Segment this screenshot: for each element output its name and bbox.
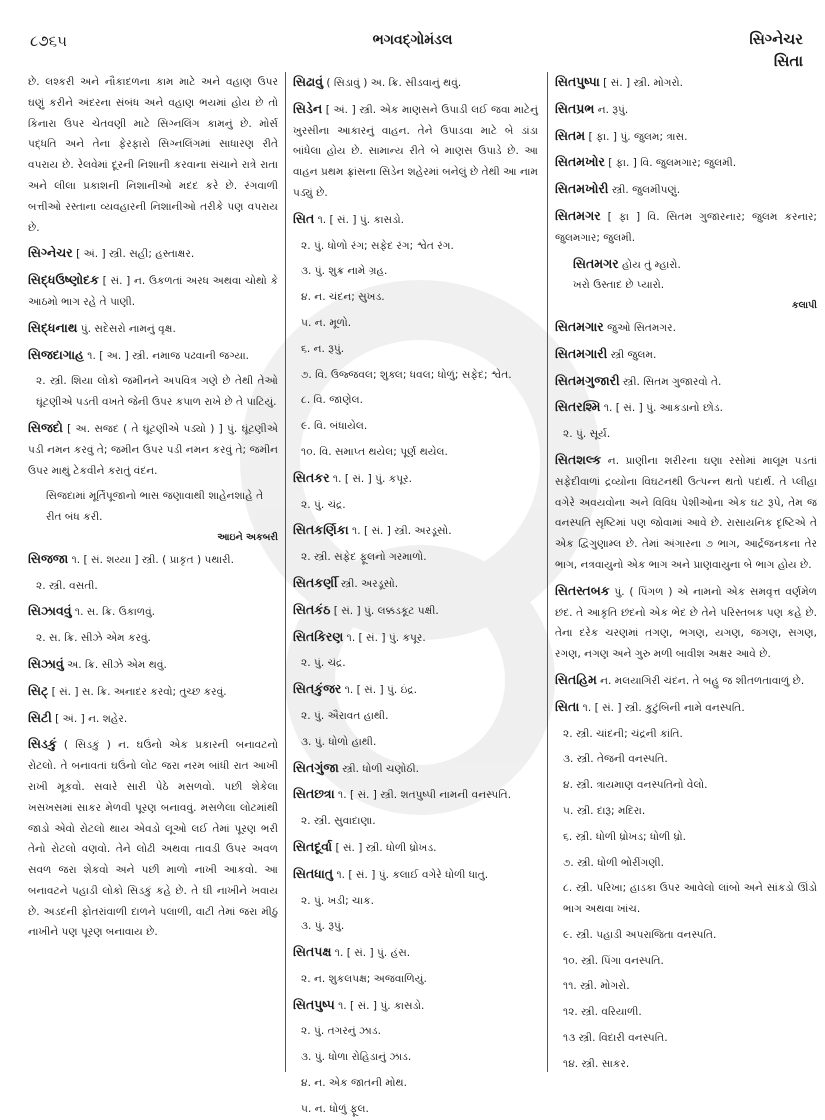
definition-text: ૩. પું. રૂપું.	[301, 920, 345, 933]
definition-text: [ અં. ] સ્ત્રી. સહી; હસ્તાક્ષર.	[72, 248, 195, 261]
definition-text: ૧. [ સં. ] પું. કલાઈ વગેરે ધોળી ધાતુ.	[333, 868, 489, 881]
guide-word-last: સિતા	[773, 52, 803, 70]
dictionary-entry	[28, 418, 278, 481]
page-header	[0, 28, 825, 78]
definition-text: ૫. ન. ધોળું ફૂલ.	[301, 1102, 369, 1115]
definition-text: ૧. [ સં. ] પું. કપૂર.	[343, 631, 426, 644]
definition-text: [ અ. સજદ ( તે ઘૂંટણીએ પડ્યો ) ] પું. ઘૂંટણીએ પડી નમન કરવું તે; જમીન ઉપર પડી નમન કરવું તે; જમીન ઉપર માથું ટેકવીને કરાતું વંદન.	[28, 422, 278, 477]
dictionary-columns	[28, 72, 818, 1115]
entry-sense	[293, 365, 538, 386]
dictionary-entry	[293, 784, 538, 806]
dictionary-entry	[555, 344, 817, 366]
definition-text: ૧. [ સં. ] પું. હંસ.	[331, 947, 411, 960]
guide-word-first: સિગ્નેચર	[749, 30, 803, 48]
headword: સિતદૂર્વા	[293, 838, 333, 854]
definition-text: ૨. પું. ખડી; ચાક.	[301, 894, 374, 907]
headword: સિદ્ધઉષ્ણોદક	[28, 272, 99, 288]
dictionary-entry	[293, 627, 538, 649]
dictionary-entry	[293, 209, 538, 231]
entry-sense	[293, 891, 538, 912]
dictionary-entry	[28, 654, 278, 676]
column-1	[28, 72, 278, 1072]
entry-sense	[293, 339, 538, 360]
dictionary-entry	[293, 99, 538, 204]
definition-text: ૧. [ સં. ] પું. આકડાનો છોડ.	[600, 402, 723, 415]
definition-text: ૪. ન. ચંદન; સુખડ.	[301, 291, 385, 304]
entry-sense	[555, 724, 817, 745]
definition-text: ૧. [ સં. ] સ્ત્રી. અરડૂસો.	[348, 525, 452, 538]
entry-sense	[293, 442, 538, 463]
definition-text: ૨. પું. ઐરાવત હાથી.	[301, 709, 389, 722]
definition-text: ૧. [ સં. ] સ્ત્રી. કુટુંબિની નામે વનસ્પતિ.	[579, 701, 745, 714]
dictionary-entry	[28, 318, 278, 340]
quotation-source	[28, 528, 278, 549]
entry-sense	[293, 261, 538, 282]
definition-text: ૧૦. વિ. સમાપ્ત થયેલ; પૂર્ણ થયેલ.	[301, 445, 448, 458]
entry-sense	[293, 416, 538, 437]
entry-sense	[293, 811, 538, 832]
definition-text: [ સં. ] સ. ક્રિ. અનાદર કરવો; તુચ્છ કરવું.	[48, 685, 227, 698]
headword: સિતરશ્મિ	[555, 399, 601, 415]
definition-text: ૯. સ્ત્રી. પહાડી અપરાજિતા વનસ્પતિ.	[563, 928, 717, 941]
quotation-source	[555, 296, 817, 317]
definition-text: ૧૩ સ્ત્રી. વિદારી વનસ્પતિ.	[563, 1032, 668, 1045]
headword: સિતહિમ	[555, 671, 597, 687]
dictionary-entry	[555, 152, 817, 174]
definition-text: ૨. પું. ધોળો રંગ; સફેદ રંગ; શ્વેત રંગ.	[301, 239, 454, 252]
definition-text: ૬. ન. રૂપું.	[301, 342, 345, 355]
dictionary-entry	[293, 600, 538, 622]
definition-text: ૧. [ સં. ] પું. કાસડો.	[334, 999, 425, 1012]
definition-text: ૨. પું. તગરનું ઝાડ.	[301, 1025, 381, 1038]
definition-text: ૪. ન. એક જાતની મોથ.	[301, 1077, 407, 1090]
dictionary-entry	[555, 697, 817, 719]
definition-text: ૧. [ સં. ] પું. કપૂર.	[329, 472, 412, 485]
headword: સિડેન	[293, 100, 323, 116]
entry-sense	[293, 969, 538, 990]
dictionary-entry	[293, 520, 538, 542]
definition-text: કલાપી	[791, 300, 817, 312]
headword: સિતસ્તબક	[555, 582, 610, 598]
entry-sense	[293, 1099, 538, 1120]
definition-text: ૨. સ્ત્રી. ચાંદની; ચંદ્રની કાંતિ.	[563, 727, 683, 740]
definition-text: ૮. વિ. જાણેલ.	[301, 394, 363, 407]
dictionary-entry	[555, 317, 817, 339]
dictionary-entry	[293, 573, 538, 595]
dictionary-entry	[555, 126, 817, 148]
dictionary-entry	[555, 670, 817, 692]
definition-text: ૨. પું. ચંદ્ર.	[301, 657, 346, 670]
dictionary-entry	[555, 99, 817, 121]
headword: સિતમખોર	[555, 154, 605, 170]
definition-text: ન. પ્રાણીના શરીરના ઘણા રસોમાં માલૂમ પડતાં સફેદીવાળાં દ્રવ્યોના વિઘટનથી ઉત્પન્ન થતો પદાર્થ. તે પ્લીહા વગેરે અવયવોના અને વિવિધ પેશીઓના એક ઘટ રૂપે, તેમ જ વનસ્પતિ સૃષ્ટિમાં પણ જોવામાં આવે છે. રાસાયનિક દૃષ્ટિએ તે એક દ્વિગુણામ્લ છે. તેમાં અંગારના ૭ ભાગ, આર્દ્રજનકના તેર ભાગ, નત્રવાયુનો એક ભાગ અને પ્રાણવાયુના બે ભાગ હોય છે.	[555, 454, 817, 571]
entry-sense	[293, 287, 538, 308]
dictionary-entry	[28, 601, 278, 623]
dictionary-entry	[28, 345, 278, 367]
headword: સિતમગુજારી	[555, 372, 620, 388]
headword: સિટ્	[28, 682, 49, 698]
headword: સિતમખોરી	[555, 181, 609, 197]
entry-continuation	[28, 72, 278, 238]
headword: સિજદાગાહ	[28, 346, 84, 362]
dictionary-entry	[293, 758, 538, 780]
headword: સિતકર્ણી	[293, 574, 338, 590]
entry-sense	[555, 1054, 817, 1075]
dictionary-entry	[555, 72, 817, 94]
definition-text: ૯. વિ. બંધાયેલ.	[301, 420, 368, 433]
dictionary-entry	[28, 708, 278, 730]
entry-sense	[555, 951, 817, 972]
book-title: ભગવદ્ગોમંડલ	[372, 32, 453, 48]
entry-sense	[555, 1002, 817, 1023]
headword: સિતપક્ષ	[293, 944, 332, 960]
definition-text: ૧. [ સં. ] પું. ઇંદ્ર.	[341, 684, 418, 697]
headword: સિતમગારી	[555, 345, 608, 361]
entry-sense	[28, 371, 278, 413]
column-3	[555, 72, 817, 1072]
entry-sense	[293, 547, 538, 568]
definition-text: [ અં. ] ન. શહેર.	[51, 712, 128, 725]
definition-text: સિજદામાં મૂર્તિપૂજાનો ભાસ જણાવાથી શાહેનશાહે તે રીત બંધ કરી.	[46, 490, 264, 524]
definition-text: આઇને અકબરી	[217, 531, 278, 543]
entry-sense	[555, 878, 817, 920]
definition-text: ( સિડાવું ) અ. ક્રિ. સીડવાનું થવું.	[323, 77, 462, 89]
definition-text: ન. મલયાગિરી ચંદન. તે બહુ જ શીતળતાવાળું છે.	[596, 674, 805, 687]
definition-text: છે. લશ્કરી અને નૌકાદળના કામ માટે અને વહાણ ઉપર ઘણું કરીને અંદરના સંબંધ અને વહાણ ભયમાં હોય છે તો કિનારા ઉપર ચેતવણી માટે સિગ્નલિંગ કામનું છે. મોર્સ પદ્ધતિ અને તેના ફેરફારો સિગ્નલિંગમાં સાધારણ રીતે વપરાય છે. રેલવેમાં દૂરની નિશાની કરવાના સંચાને રાત્રે રાતા અને લીલા પ્રકાશની નિશાનીઓ મદદ કરે છે. રંગવાળી બત્તીઓ રસ્તાના વ્યવહારની નિશાનીઓ તરીકે પણ વપરાય છે.	[28, 76, 278, 234]
headword: સિતા	[555, 698, 580, 714]
definition-text: સ્ત્રી. જુલમીપણું.	[608, 184, 681, 197]
headword: સિતમગર	[573, 255, 619, 271]
definition-text: [ સં. ] ન. ઉકળતાં અરધ અથવા ચોથો કે આઠમો ભાગ રહે તે પાણી.	[28, 275, 278, 308]
headword: સિતકર્ણિકા	[293, 522, 349, 538]
headword: સિઝાવું	[28, 655, 64, 671]
headword: સિડકું	[28, 736, 57, 752]
entry-sense	[555, 1028, 817, 1049]
headword: સિતધાતુ	[293, 865, 334, 881]
definition-text: ૮. સ્ત્રી. પરિખા; હાડકા ઉપર આવેલો લાંબો અને સાંકડો ઊંડો ભાગ અથવા ખાંચ.	[563, 882, 817, 916]
entry-sense	[28, 576, 278, 597]
headword: સિતમ	[555, 127, 586, 143]
entry-sense	[555, 853, 817, 874]
definition-text: ૩. પું. શુક્ર નામે ગ્રહ.	[301, 265, 388, 278]
dictionary-entry	[28, 243, 278, 265]
dictionary-entry	[28, 549, 278, 571]
definition-text: ૧. [ સં. ] પું. કાસડો.	[314, 213, 404, 226]
definition-text: ૫. સ્ત્રી. દારૂ; મદિરા.	[563, 804, 646, 817]
headword: સિતકિરણ	[293, 628, 344, 644]
definition-text: ૨. પું. સૂર્ય.	[563, 428, 611, 441]
dictionary-entry	[28, 270, 278, 313]
dictionary-entry	[293, 72, 538, 94]
definition-text: ૧૦. સ્ત્રી. પિંગા વનસ્પતિ.	[563, 954, 664, 967]
entry-sense	[293, 916, 538, 937]
definition-text: ૧. [ સં. ] સ્ત્રી. શતપુષ્પી નામની વનસ્પતિ.	[334, 789, 512, 802]
definition-text: ખરો ઉસ્તાદ છે પ્યારો.	[573, 279, 665, 292]
headword: સિઝાવવું	[28, 603, 72, 619]
definition-text: સ્ત્રી. સિતમ ગુજારવો તે.	[619, 375, 722, 388]
definition-text: [ ફા ] વિ. સિતમ ગુજારનાર; જુલમ કરનાર; જુલમગાર; જુલમી.	[555, 210, 817, 244]
definition-text: ૨. સ. ક્રિ. સીઝે એમ કરવું.	[36, 632, 151, 645]
definition-text: ૨. સ્ત્રી. સફેદ ફૂલનો ગરમાળો.	[301, 551, 427, 564]
definition-text: ૧૨. સ્ત્રી. વરિયાળી.	[563, 1006, 642, 1019]
headword: સિતકંઠ	[293, 601, 331, 617]
definition-text: ૨. સ્ત્રી. વસતી.	[36, 579, 98, 592]
headword: સિગ્નેચર	[28, 245, 73, 261]
entry-sense	[555, 801, 817, 822]
headword: સિતપુષ્પ	[293, 996, 335, 1012]
definition-text: ૪. સ્ત્રી. ત્રાયમાણ વનસ્પતિનો વેલો.	[563, 779, 708, 792]
headword: સિજજા	[28, 550, 69, 566]
quotation	[555, 275, 817, 296]
definition-text: ૩. સ્ત્રી. તેજની વનસ્પતિ.	[563, 753, 668, 766]
column-divider	[547, 72, 548, 1072]
headword: સિતછત્રા	[293, 786, 335, 802]
definition-text: સ્ત્રી જુલમ.	[607, 348, 657, 361]
entry-sense	[293, 1021, 538, 1042]
definition-text: પું. ( પિંગળ ) એ નામનો એક સમવૃત્ત વર્ણમેળ છંદ. તે આકૃતિ છંદનો એક ભેદ છે તેને પરિસ્તબક પણ કહે છે. તેના દરેક ચરણમાં તગણ, ભગણ, યગણ, જગણ, સગણ, રગણ, નગણ અને ગુરુ મળી બાવીશ અક્ષર આવે છે.	[555, 585, 817, 661]
headword: સિજદો	[28, 419, 63, 435]
dictionary-entry	[555, 179, 817, 201]
headword: સિતકર	[293, 469, 330, 485]
quotation	[555, 254, 817, 276]
definition-text: અ. ક્રિ. સીઝે એમ થવું.	[63, 658, 167, 671]
definition-text: ૧. [ અ. ] સ્ત્રી. નમાજ પઢવાની જગ્યા.	[83, 349, 250, 362]
entry-sense	[28, 628, 278, 649]
headword: સિતકુંજર	[293, 681, 342, 697]
dictionary-entry	[555, 206, 817, 249]
headword: સિતમગાર	[555, 318, 604, 334]
entry-sense	[293, 390, 538, 411]
definition-text: ૧૧. સ્ત્રી. મોગરો.	[563, 980, 630, 993]
definition-text: ૭. સ્ત્રી. ધોળી ભોરીંગણી.	[563, 856, 664, 869]
definition-text: પું. સદેસરો નામનું વૃક્ષ.	[77, 322, 176, 335]
headword: સિઢાવું	[293, 74, 324, 89]
definition-text: ૨. સ્ત્રી. સુવાદાણા.	[301, 815, 376, 828]
dictionary-entry	[293, 995, 538, 1017]
definition-text: ૨. પું. ચંદ્ર.	[301, 498, 346, 511]
dictionary-entry	[555, 397, 817, 419]
definition-text: ૭. વિ. ઉજ્જવલ; શુક્લ; ધવલ; ધોળું; સફેદ; શ્વેત.	[301, 368, 512, 381]
definition-text: [ ફા. ] પું. જુલમ; ત્રાસ.	[585, 130, 688, 143]
entry-sense	[555, 424, 817, 445]
dictionary-entry	[293, 864, 538, 886]
dictionary-entry	[293, 942, 538, 964]
dictionary-entry	[555, 450, 817, 576]
entry-sense	[293, 1047, 538, 1068]
dictionary-entry	[293, 837, 538, 859]
entry-sense	[293, 653, 538, 674]
definition-text: ૫. ન. મૂળો.	[301, 316, 352, 329]
entry-sense	[293, 495, 538, 516]
definition-text: [ ફા. ] વિ. જુલમગાર; જુલમી.	[604, 157, 737, 170]
entry-sense	[293, 706, 538, 727]
entry-sense	[293, 732, 538, 753]
definition-text: [ સં. ] સ્ત્રી. ધોળી ધ્રોખડ.	[332, 841, 437, 854]
dictionary-entry	[555, 581, 817, 665]
entry-sense	[293, 1073, 538, 1094]
dictionary-entry	[28, 681, 278, 703]
entry-sense	[293, 313, 538, 334]
definition-text: [ અં. ] સ્ત્રી. એક માણસને ઉપાડી લઈ જવા માટેનું ખુરસીના આકારનું વાહન. તેને ઉપાડવા માટે બે ડાંડા બાંધેલા હોય છે. સામાન્ય રીતે બે માણસ ઉપાડે છે. આ વાહન પ્રથમ ફ્રાંસના સિડેન શહેરમાં બનેલું છે તેથી આ નામ પડ્યું છે.	[293, 103, 538, 199]
definition-text: ૧. [ સં. શય્યા ] સ્ત્રી. ( પ્રાકૃત ) પથારી.	[68, 553, 234, 566]
entry-sense	[555, 976, 817, 997]
definition-text: ૨. સ્ત્રી. શિયા લોકો જમીનને અપવિત્ર ગણે છે તેથી તેઓ ઘૂંટણીએ પડતી વખતે જેની ઉપર કપાળ રાખે છે તે પાટિયું.	[36, 375, 278, 409]
column-divider	[285, 72, 286, 1072]
dictionary-entry	[555, 371, 817, 393]
entry-sense	[293, 236, 538, 257]
definition-text: ( સિડકું ) ન. ઘઉંનો એક પ્રકારની બનાવટનો રોટલો. તે બનાવતાં ઘઉંનો લોટ જરા નરમ બાંધી રાત આખી રાખી મૂકવો. સવારે સારી પેઠે મસળવો. પછી શેકેલા ખસખસમાં સાકર મેળવી પૂરણ બનાવવું. મસળેલા લોટમાંથી જાડો એવો રોટલો થાય એવડો લૂઓ લઈ તેમાં પૂરણ ભરી તેનો રોટલો વણવો. તેને લોઢી અથવા તાવડી ઉપર અવળ સવળ જરા શેકવો અને પછી માળો નાખી આકવો. આ બનાવટને પહાડી લોકો સિડકું કહે છે. તે ઘી નાખીને ખવાય છે. અડદની ફોતરાંવાળી દાળને પલાળી, વાટી તેમાં જરા મીઠું નાખીને પણ પૂરણ બનાવાય છે.	[28, 739, 278, 939]
headword: સિત	[293, 210, 315, 226]
headword: સિદ્ધનાથ	[28, 319, 78, 335]
headword: સિતશલ્ક	[555, 451, 602, 467]
headword: સિટી	[28, 709, 52, 725]
definition-text: ૬. સ્ત્રી. ધોળી ધ્રોખડ; ધોળી ધ્રો.	[563, 830, 687, 843]
definition-text: ૧. સ. ક્રિ. ઉકાળવું.	[71, 606, 156, 619]
definition-text: સ્ત્રી. અરડૂસો.	[337, 577, 399, 590]
dictionary-entry	[28, 734, 278, 943]
definition-text: હોય તું મ્હારો.	[618, 258, 681, 271]
guide-words	[749, 28, 803, 72]
definition-text: [ સં. ] પું. લક્કડકૂટ પક્ષી.	[330, 604, 439, 617]
headword: સિતપ્રભ	[555, 100, 595, 116]
page-number: ૮૭૬૫	[30, 32, 67, 50]
dictionary-entry	[293, 468, 538, 490]
definition-text: ૩. પું. ધોળા રોહિડાનું ઝાડ.	[301, 1051, 412, 1064]
definition-text: ન. રૂપું.	[594, 103, 629, 116]
headword: સિતગુંજા	[293, 759, 339, 775]
entry-sense	[555, 925, 817, 946]
definition-text: સ્ત્રી. ધોળી ચણોઠી.	[338, 762, 419, 775]
quotation	[28, 486, 278, 528]
entry-sense	[555, 749, 817, 770]
definition-text: ૨. ન. શુકલપક્ષ; અજવાળિયું.	[301, 972, 427, 985]
definition-text: [ સં. ] સ્ત્રી. મોગરો.	[599, 77, 684, 89]
definition-text: ૧૪. સ્ત્રી. સાકર.	[563, 1057, 630, 1070]
headword: સિતપુષ્પા	[555, 74, 600, 89]
dictionary-entry	[293, 679, 538, 701]
definition-text: ૩. પું. ધોળો હાથી.	[301, 735, 377, 748]
column-2	[293, 72, 538, 1115]
definition-text: જુઓ સિતમગર.	[603, 321, 677, 334]
entry-sense	[555, 775, 817, 796]
headword: સિતમગર	[555, 207, 601, 223]
entry-sense	[555, 827, 817, 848]
